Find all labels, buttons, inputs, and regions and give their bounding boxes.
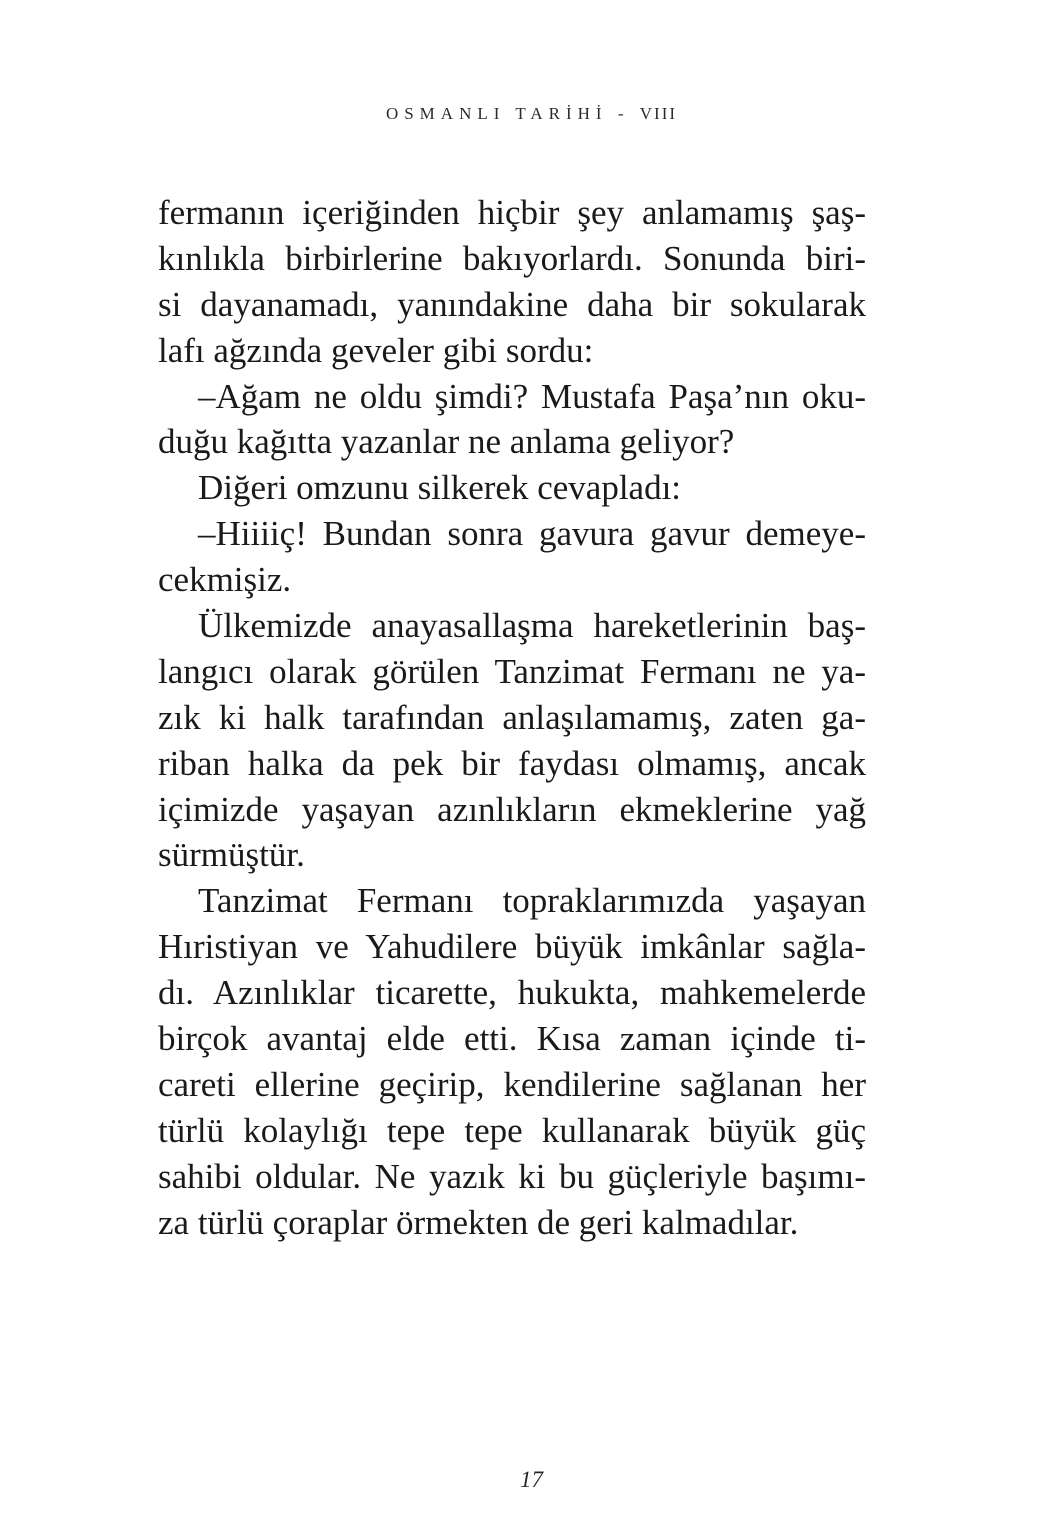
page-number: 17 — [520, 1467, 543, 1492]
header-separator: - — [607, 104, 640, 123]
text-line: cekmişiz. — [158, 560, 292, 600]
text-line: Ülkemizde anayasallaşma hareketlerinin baş- — [198, 606, 866, 646]
text-line: za türlü çoraplar örmekten de geri kalmadılar. — [158, 1202, 799, 1242]
text-line: içimizde yaşayan azınlıkların ekmeklerine yağ — [158, 789, 866, 829]
text-line: birçok avantaj elde etti. Kısa zaman içinde ti- — [158, 1019, 866, 1059]
text-line: si dayanamadı, yanındakine daha bir sokularak — [158, 284, 866, 324]
text-line: –Hiiiiç! Bundan sonra gavura gavur demeye- — [198, 514, 866, 554]
text-line: Hıristiyan ve Yahudilere büyük imkânlar sağla- — [158, 927, 866, 967]
text-line: dı. Azınlıklar ticarette, hukukta, mahkemelerde — [158, 973, 866, 1013]
text-line: duğu kağıtta yazanlar ne anlama geliyor? — [158, 422, 735, 462]
running-header — [0, 104, 1063, 124]
text-line: careti ellerine geçirip, kendilerine sağlanan her — [158, 1064, 866, 1104]
header-volume: VIII — [639, 104, 678, 123]
text-line: lafı ağzında geveler gibi sordu: — [158, 330, 594, 370]
body-text — [158, 190, 866, 1245]
header-title: OSMANLI TARİHİ — [385, 104, 608, 123]
text-line: kınlıkla birbirlerine bakıyorlardı. Sonunda biri- — [158, 238, 866, 278]
text-line: Tanzimat Fermanı topraklarımızda yaşayan — [198, 881, 866, 921]
text-line: –Ağam ne oldu şimdi? Mustafa Paşa’nın oku- — [198, 376, 866, 416]
text-line: fermanın içeriğinden hiçbir şey anlamamış şaş- — [158, 193, 866, 232]
text-line: sahibi oldular. Ne yazık ki bu güçleriyle başımı- — [158, 1156, 866, 1196]
text-line: türlü kolaylığı tepe tepe kullanarak büyük güç — [158, 1110, 866, 1150]
text-line: zık ki halk tarafından anlaşılamamış, zaten ga- — [158, 697, 866, 737]
text-line: Diğeri omzunu silkerek cevapladı: — [198, 468, 682, 508]
text-line: riban halka da pek bir faydası olmamış, ancak — [158, 743, 866, 783]
text-line: langıcı olarak görülen Tanzimat Fermanı ne ya- — [158, 651, 866, 691]
text-line: sürmüştür. — [158, 835, 305, 875]
